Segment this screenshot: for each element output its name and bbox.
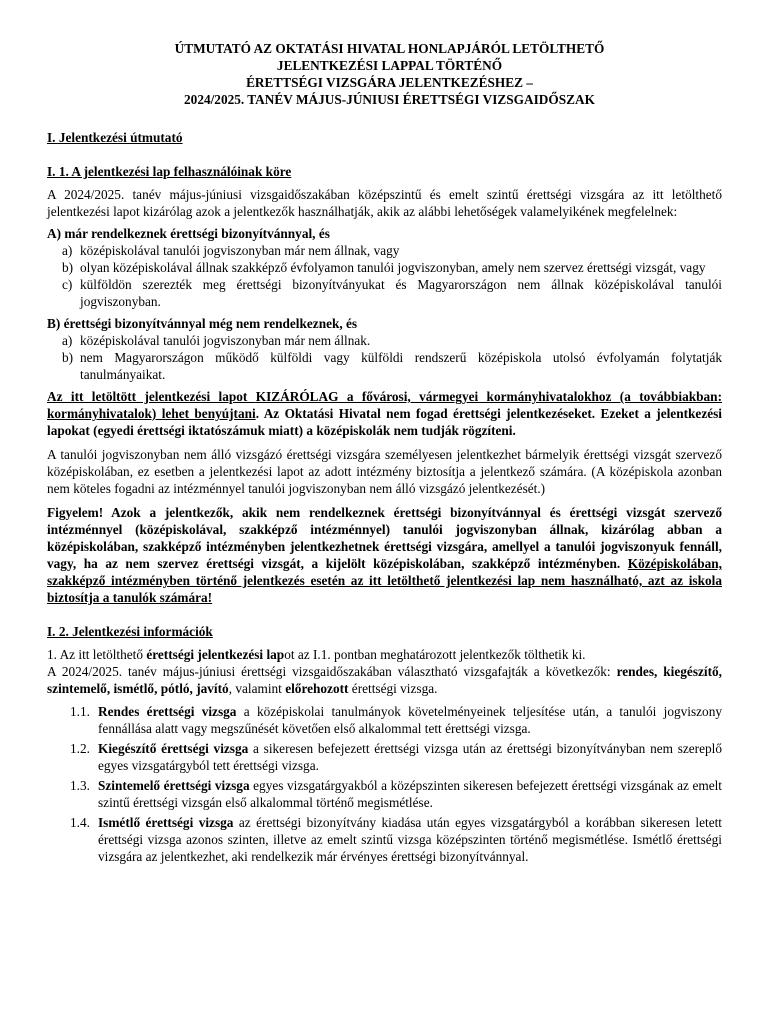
text-run: egyes vizsgatárgyakból a középszinten sikeresen befejezett érettségi vizsgának az emelt szintű érettségi vizsgán első alkalommal történő megismétlése. <box>98 778 722 810</box>
notice-paragraph <box>47 388 722 439</box>
text-run: érettségi vizsga. <box>348 681 438 696</box>
list-text <box>98 814 722 865</box>
document-title <box>57 40 722 108</box>
list-text <box>98 777 722 811</box>
group-a-label: A) már rendelkeznek érettségi bizonyítvánnyal, és <box>47 226 330 241</box>
list-marker: 1.1. <box>70 704 90 719</box>
text-run: A 2024/2025. tanév május-júniusi érettségi vizsgaidőszakában választható vizsgafajták a következők: <box>47 664 617 679</box>
warning-text: Figyelem! Azok a jelentkezők, akik nem rendelkeznek érettségi bizonyítvánnyal és érettségi vizsgát szervező intézménnyel (középiskolával, szakképző intézménnyel) tanulói jogviszonyban állnak, kizárólag abban a középiskolában, szakképző intézményben jelentkezhetnek érettségi vizsgára, amellyel a tanulói jogviszonyuk fennáll, vagy, ha az nem szervez érettségi vizsgát, a kijelölt középiskolában, szakképző intézményben. <box>47 505 722 571</box>
list-item <box>47 777 722 811</box>
title-line-1: ÚTMUTATÓ AZ OKTATÁSI HIVATAL HONLAPJÁRÓL LETÖLTHETŐ <box>174 41 605 56</box>
list-marker: 1.2. <box>70 741 90 756</box>
notice-underlined-b: KIZÁRÓLAG <box>255 389 339 404</box>
text-run: 1. Az itt letölthető <box>47 647 147 662</box>
list-item <box>47 349 722 383</box>
list-marker: b) <box>62 260 74 275</box>
list-marker: a) <box>62 243 73 258</box>
info-paragraph-2 <box>47 663 722 697</box>
text-run: a sikeresen befejezett érettségi vizsga után az érettségi bizonyítványban nem szereplő egyes vizsgatárgyból tett érettségi vizsga. <box>98 741 723 773</box>
bold-run: Szintemelő érettségi vizsga <box>98 778 250 793</box>
list-text <box>98 703 722 737</box>
info-paragraph-1 <box>47 646 722 663</box>
bold-run: érettségi jelentkezési lap <box>146 647 285 662</box>
group-b-label: B) érettségi bizonyítvánnyal még nem rendelkeznek, és <box>47 316 358 331</box>
warning-paragraph <box>47 504 722 606</box>
warning-underlined: Középiskolában, szakképző intézményben történő jelentkezés esetén az itt letölthető jelentkezési lap nem használható, azt az iskola biztosítja a tanulók számára! <box>47 556 722 605</box>
list-item <box>47 740 722 774</box>
section-heading: I. Jelentkezési útmutató <box>47 130 183 145</box>
text-run: az érettségi bizonyítvány kiadása után egyes vizsgatárgyból a korábban sikeresen letett érettségi vizsga azonos szinten, illetve az emelt szintű vizsga középszinten történő megismétlése. Ismétlő érettségi vizsgára az jelentkezhet, aki rendelkezik már érvényes érettségi bizonyítvánnyal. <box>98 815 722 864</box>
list-item <box>47 242 722 259</box>
subsection-heading-2: I. 2. Jelentkezési információk <box>47 624 213 639</box>
title-line-4: 2024/2025. TANÉV MÁJUS-JÚNIUSI ÉRETTSÉGI VIZSGAIDŐSZAK <box>184 92 595 107</box>
bold-run: Ismétlő érettségi vizsga <box>98 815 234 830</box>
notice-underlined-a: Az itt letöltött jelentkezési lapot <box>47 389 256 404</box>
list-marker: 1.3. <box>70 778 90 793</box>
list-text: középiskolával tanulói jogviszonyban már nem állnak, vagy <box>80 243 400 258</box>
list-text <box>98 740 722 774</box>
list-item <box>47 259 722 276</box>
bold-run: Kiegészítő érettségi vizsga <box>98 741 249 756</box>
bold-run: Rendes érettségi vizsga <box>98 704 237 719</box>
list-item <box>47 332 722 349</box>
bold-run: rendes, kiegészítő, szintemelő, ismétlő, pótló, javító <box>47 664 722 696</box>
list-marker: 1.4. <box>70 815 90 830</box>
document-page <box>47 40 722 865</box>
list-marker: c) <box>62 277 73 292</box>
list-text: külföldön szerezték meg érettségi bizonyítványukat és Magyarországon nem állnak középiskolával tanulói jogviszonyban. <box>80 277 722 309</box>
list-text: nem Magyarországon működő külföldi vagy külföldi rendszerű középiskola utolsó évfolyamán folytatják tanulmányaikat. <box>80 350 722 382</box>
list-marker: b) <box>62 350 74 365</box>
list-marker: a) <box>62 333 73 348</box>
intro-paragraph: A 2024/2025. tanév május-júniusi vizsgaidőszakában középszintű és emelt szintű érettségi vizsgára az itt letölthető jelentkezési lapot kizárólag azok a jelentkezők használhatják, akik az alábbi lehetőségek valamelyikének megfelelnek: <box>47 187 722 219</box>
title-line-2: JELENTKEZÉSI LAPPAL TÖRTÉNŐ <box>276 58 503 73</box>
bold-run: előrehozott <box>285 681 349 696</box>
text-run: a középiskolai tanulmányok követelményeinek teljesítése után, a tanulói jogviszony fennállása alatt vagy megszűnését követően első alkalommal tett érettségi vizsga. <box>98 704 722 736</box>
text-run: , valamint <box>228 681 286 696</box>
notice-underlined-c: a fővárosi, vármegyei kormányhivatalokhoz (a továbbiakban: kormányhivatalok) lehet benyújtani <box>47 389 722 421</box>
list-text: olyan középiskolával állnak szakképző évfolyamon tanulói jogviszonyban, amely nem szervez érettségi vizsgát, vagy <box>80 260 706 275</box>
notice-rest: . Az Oktatási Hivatal nem fogad érettségi jelentkezéseket. Ezeket a jelentkezési lapokat (egyedi érettségi iktatószámuk miatt) a középiskolák nem tudják rögzíteni. <box>47 406 722 438</box>
list-item <box>47 703 722 737</box>
text-run: ot az I.1. pontban meghatározott jelentkezők tölthetik ki. <box>284 647 586 662</box>
title-line-3: ÉRETTSÉGI VIZSGÁRA JELENTKEZÉSHEZ – <box>246 75 533 90</box>
personal-application-paragraph: A tanulói jogviszonyban nem álló vizsgázó érettségi vizsgára személyesen jelentkezhet bármelyik érettségi vizsgát szervező középiskolában, ez esetben a jelentkezési lapot az adott intézmény biztosítja a jelentkező számára. (A középiskola azonban nem köteles fogadni az intézménnyel tanulói jogviszonyban nem álló vizsgázó jelentkezését.) <box>47 447 722 496</box>
list-item <box>47 276 722 310</box>
list-item <box>47 814 722 865</box>
subsection-heading-1: I. 1. A jelentkezési lap felhasználóinak köre <box>47 164 292 179</box>
list-text: középiskolával tanulói jogviszonyban már nem állnak. <box>80 333 371 348</box>
